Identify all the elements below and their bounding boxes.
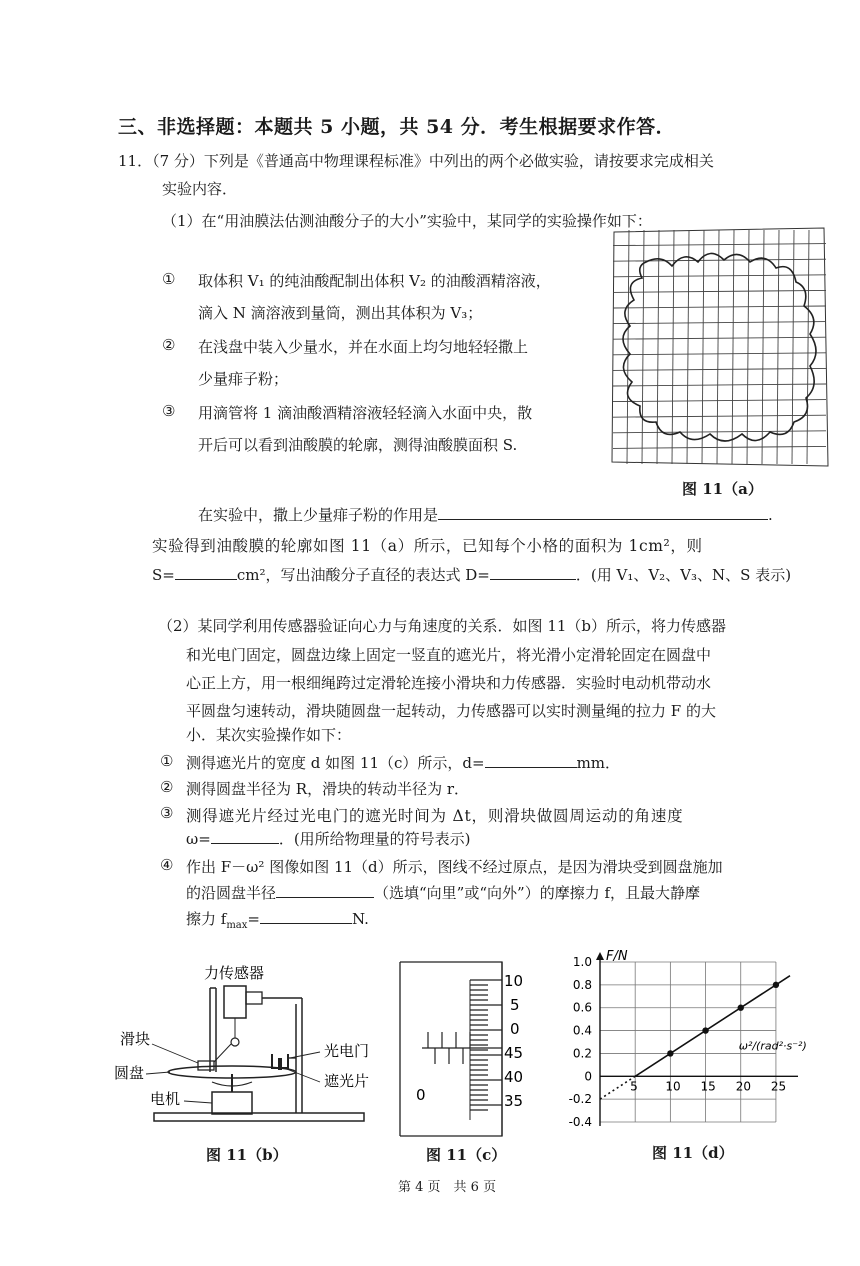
grid-a-vline xyxy=(762,230,764,464)
page-footer: 第 4 页 共 6 页 xyxy=(398,1180,497,1195)
chart-y-axis-label: F/N xyxy=(606,950,628,964)
answer-blank-powder[interactable] xyxy=(438,505,768,520)
figure-11c-micrometer xyxy=(398,960,548,1140)
grid-a-hline xyxy=(613,322,826,324)
fmax-subscript: max xyxy=(226,920,248,931)
figure-11d-chart xyxy=(552,950,842,1140)
step-3-number: ③ xyxy=(162,402,176,420)
section-title: 三、非选择题：本题共 5 小题，共 54 分．考生根据要求作答． xyxy=(118,116,676,138)
p2-step-4-line2 xyxy=(186,882,700,903)
chart-x-axis-label: ω²/(rad²·s⁻²) xyxy=(738,1039,807,1053)
grid-a-hline xyxy=(613,415,826,417)
grid-a-vline xyxy=(702,230,704,464)
friction-direction-prefix: 的沿圆盘半径 xyxy=(186,884,277,902)
part1-question-film: 实验得到油酸膜的轮廓如图 11（a）所示，已知每个小格的面积为 1cm²，则 xyxy=(152,537,703,555)
p2-step-1-text: 测得遮光片的宽度 d 如图 11（c）所示，d= xyxy=(186,754,485,772)
step-1-number: ① xyxy=(162,270,176,288)
p2-step-1-number: ① xyxy=(160,752,174,770)
label-motor: 电机 xyxy=(150,1090,181,1108)
part1-question-powder: 在实验中，撒上少量痱子粉的作用是 . xyxy=(198,506,773,524)
chart-data-point xyxy=(667,1050,673,1056)
p2-step-1 xyxy=(186,752,620,773)
thimble-tick-10: 10 xyxy=(504,972,524,990)
p2-step-3-line1: 测得遮光片经过光电门的遮光时间为 Δt，则滑块做圆周运动的角速度 xyxy=(186,807,684,825)
part2-line2: 和光电门固定，圆盘边缘上固定一竖直的遮光片，将光滑小定滑轮固定在圆盘中 xyxy=(186,646,712,664)
grid-a-vline xyxy=(627,230,629,464)
label-slider: 滑块 xyxy=(120,1030,151,1048)
chart-y-tick-label: 0.6 xyxy=(572,1000,592,1015)
step-2-number: ② xyxy=(162,336,176,354)
thimble-tick-40: 40 xyxy=(504,1068,524,1086)
q11-heading-line1: 11．（7 分）下列是《普通高中物理课程标准》中列出的两个必做实验，请按要求完成相关 xyxy=(118,152,714,170)
grid-a-hline xyxy=(613,353,826,355)
grid-a-hline xyxy=(613,384,826,386)
answer-blank-area[interactable] xyxy=(175,565,237,580)
friction-direction-hint: （选填“向里”或“向外”）的摩擦力 f，且最大静摩 xyxy=(374,884,701,902)
p2-step-2-number: ② xyxy=(160,778,174,796)
chart-x-tick-label: 15 xyxy=(700,1079,716,1094)
part1-question-area-diameter xyxy=(152,564,791,585)
chart-y-tick-label: 0.2 xyxy=(572,1046,592,1061)
grid-a-vline xyxy=(747,230,749,464)
p2-step-3-number: ③ xyxy=(160,804,174,822)
q11-heading-line2: 实验内容． xyxy=(162,180,238,198)
chart-fit-line xyxy=(635,976,790,1077)
area-label: S= xyxy=(152,566,175,584)
part2-line3: 心正上方，用一根细绳跨过定滑轮连接小滑块和力传感器．实验时电动机带动水 xyxy=(186,674,712,692)
figure-11b-caption: 图 11（b） xyxy=(206,1146,288,1164)
step-2-line2: 少量痱子粉； xyxy=(198,370,289,388)
chart-y-tick-label: 1.0 xyxy=(572,955,592,969)
figure-11a-oil-film-grid xyxy=(606,226,832,472)
chart-data-point xyxy=(738,1005,744,1011)
chart-y-tick-label: -0.2 xyxy=(568,1092,592,1107)
chart-y-tick-label: 0.8 xyxy=(572,977,592,992)
part2-line5: 小．某次实验操作如下： xyxy=(186,726,352,744)
thimble-tick-5: 5 xyxy=(510,996,520,1014)
answer-blank-diameter[interactable] xyxy=(490,565,576,580)
thimble-tick-0: 0 xyxy=(510,1020,520,1038)
answer-blank-omega[interactable] xyxy=(211,829,279,844)
diameter-label: cm²，写出油酸分子直径的表达式 D= xyxy=(236,566,490,584)
step-1-line1: 取体积 V₁ 的纯油酸配制出体积 V₂ 的油酸酒精溶液， xyxy=(198,272,551,290)
grid-a-hline xyxy=(613,306,826,308)
part2-line4: 平圆盘匀速转动，滑块随圆盘一起转动，力传感器可以实时测量绳的拉力 F 的大 xyxy=(186,702,716,720)
grid-a-vline xyxy=(732,230,734,464)
part1-question-powder-text: 在实验中，撒上少量痱子粉的作用是 xyxy=(198,506,439,524)
label-shade: 遮光片 xyxy=(324,1072,370,1090)
grid-a-hline xyxy=(613,337,826,339)
chart-y-tick-label: -0.4 xyxy=(568,1115,592,1129)
p2-step-4-line1: 作出 F－ω² 图像如图 11（d）所示，图线不经过原点，是因为滑块受到圆盘施加 xyxy=(186,858,723,876)
p2-step-2-text: 测得圆盘半径为 R，滑块的转动半径为 r． xyxy=(186,780,470,798)
chart-series xyxy=(600,976,790,1099)
grid-a-vline xyxy=(792,230,794,464)
omega-hint: ．(用所给物理量的符号表示) xyxy=(278,830,471,848)
p2-step-4-number: ④ xyxy=(160,856,174,874)
step-1-line2: 滴入 N 滴溶液到量筒，测出其体积为 V₃； xyxy=(198,304,483,322)
chart-y-tick-label: 0.4 xyxy=(572,1023,592,1038)
chart-x-tick-label: 10 xyxy=(665,1079,681,1094)
fmax-equals: = xyxy=(247,910,260,928)
part2-line1: （2）某同学利用传感器验证向心力与角速度的关系．如图 11（b）所示，将力传感器 xyxy=(158,617,727,635)
chart-y-tick-label: 0 xyxy=(584,1069,592,1084)
figure-11a-caption: 图 11（a） xyxy=(682,480,763,498)
fmax-label: 擦力 f xyxy=(186,910,227,928)
step-3-line2: 开后可以看到油酸膜的轮廓，测得油酸膜面积 S. xyxy=(198,436,518,454)
grid-a-vline xyxy=(687,230,689,464)
answer-blank-width-d[interactable] xyxy=(485,753,577,768)
label-force-sensor: 力传感器 xyxy=(204,964,265,982)
fmax-unit: N. xyxy=(352,910,369,928)
label-disk: 圆盘 xyxy=(114,1064,145,1082)
p2-step-3-line2 xyxy=(186,828,471,849)
grid-a-vline xyxy=(777,230,779,464)
grid-a-vline xyxy=(807,230,809,464)
diameter-hint: ．(用 V₁、V₂、V₃、N、S 表示) xyxy=(575,566,792,584)
part1-intro: （1）在“用油膜法估测油酸分子的大小”实验中，某同学的实验操作如下： xyxy=(162,212,652,230)
chart-x-tick-label: 25 xyxy=(770,1079,787,1094)
grid-a-hline xyxy=(613,446,826,448)
figure-11b-apparatus xyxy=(112,958,382,1138)
answer-blank-direction[interactable] xyxy=(276,883,374,898)
grid-a-vline xyxy=(717,230,719,464)
sleeve-zero-label: 0 xyxy=(416,1086,426,1104)
chart-data-point xyxy=(702,1027,708,1033)
figure-11c-caption: 图 11（c） xyxy=(426,1146,507,1164)
thimble-tick-35: 35 xyxy=(504,1092,524,1110)
step-2-line1: 在浅盘中装入少量水，并在水面上均匀地轻轻撒上 xyxy=(198,338,529,356)
grid-a-hline xyxy=(613,431,826,433)
chart-data-point xyxy=(773,982,779,988)
figure-11d-caption: 图 11（d） xyxy=(652,1144,734,1162)
omega-label: ω= xyxy=(186,830,211,848)
label-photogate: 光电门 xyxy=(324,1042,370,1060)
chart-y-arrow xyxy=(596,952,604,960)
step-3-line1: 用滴管将 1 滴油酸酒精溶液轻轻滴入水面中央，散 xyxy=(198,404,533,422)
grid-a-hline xyxy=(613,290,826,292)
chart-x-tick-label: 20 xyxy=(735,1079,752,1094)
p2-step-1-unit: mm． xyxy=(576,754,621,772)
chart-x-tick-label: 5 xyxy=(630,1079,638,1094)
grid-a-hline xyxy=(613,368,826,370)
grid-a-hline xyxy=(613,400,826,402)
answer-blank-fmax[interactable] xyxy=(260,909,352,924)
thimble-tick-45: 45 xyxy=(504,1044,524,1062)
p2-step-4-line3 xyxy=(186,908,369,931)
